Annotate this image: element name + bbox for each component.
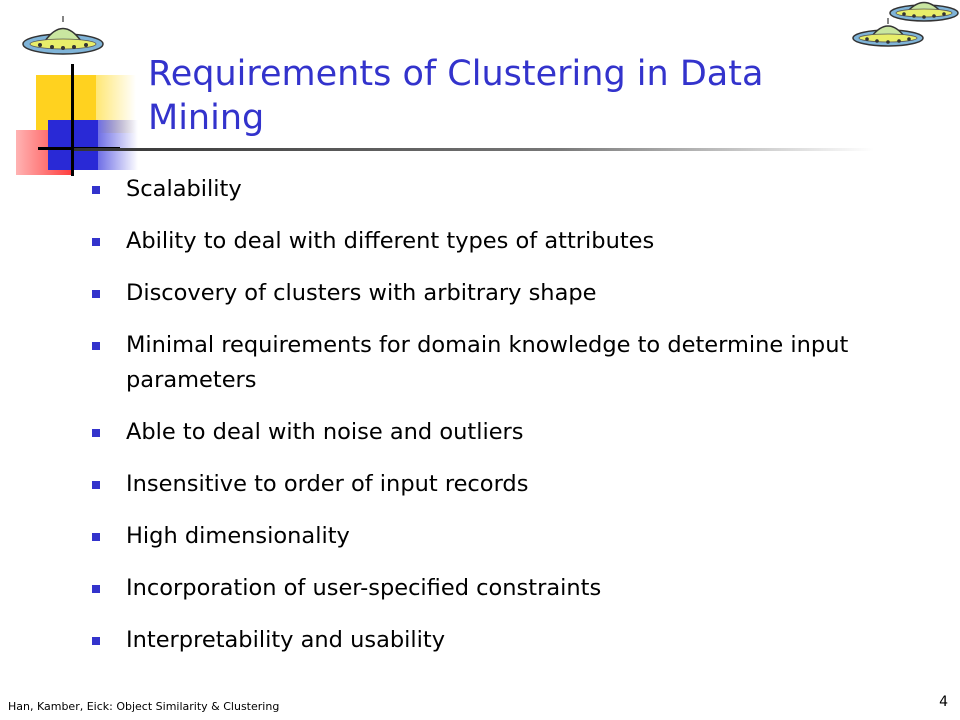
- bullet-square-icon: [92, 481, 100, 489]
- bullet-square-icon: [92, 342, 100, 350]
- bullet-square-icon: [92, 290, 100, 298]
- list-item: [90, 224, 910, 259]
- title-underline: [74, 148, 874, 151]
- bullet-text: Discovery of clusters with arbitrary shape: [126, 280, 597, 306]
- bullet-text: High dimensionality: [126, 523, 350, 549]
- bullet-list: [90, 172, 910, 675]
- slide-title: Requirements of Clustering in Data Mining: [148, 54, 764, 138]
- ufo-icon: [20, 14, 106, 64]
- bullet-text: Incorporation of user-specified constraints: [126, 575, 602, 601]
- list-item: [90, 415, 910, 450]
- vertical-line: [71, 64, 74, 176]
- list-item: [90, 276, 910, 311]
- bullet-square-icon: [92, 533, 100, 541]
- bullet-square-icon: [92, 238, 100, 246]
- bullet-text: Interpretability and usability: [126, 627, 446, 653]
- bullet-text: Insensitive to order of input records: [126, 471, 529, 497]
- bullet-square-icon: [92, 186, 100, 194]
- ufo-icon: [850, 16, 926, 50]
- bullet-text: Able to deal with noise and outliers: [126, 419, 524, 445]
- slide-footer: Han, Kamber, Eick: Object Similarity & Clustering: [8, 700, 280, 713]
- bullet-square-icon: [92, 585, 100, 593]
- blue-square-fade: [98, 120, 138, 170]
- bullet-text: Minimal requirements for domain knowledge to determine input parameters: [126, 332, 849, 393]
- list-item: [90, 623, 910, 658]
- list-item: [90, 571, 910, 606]
- list-item: [90, 172, 910, 207]
- list-item: [90, 519, 910, 554]
- bullet-square-icon: [92, 637, 100, 645]
- bullet-text: Scalability: [126, 176, 242, 202]
- bullet-square-icon: [92, 429, 100, 437]
- list-item: [90, 328, 910, 398]
- bullet-text: Ability to deal with different types of attributes: [126, 228, 655, 254]
- list-item: [90, 467, 910, 502]
- page-number: 4: [939, 694, 948, 710]
